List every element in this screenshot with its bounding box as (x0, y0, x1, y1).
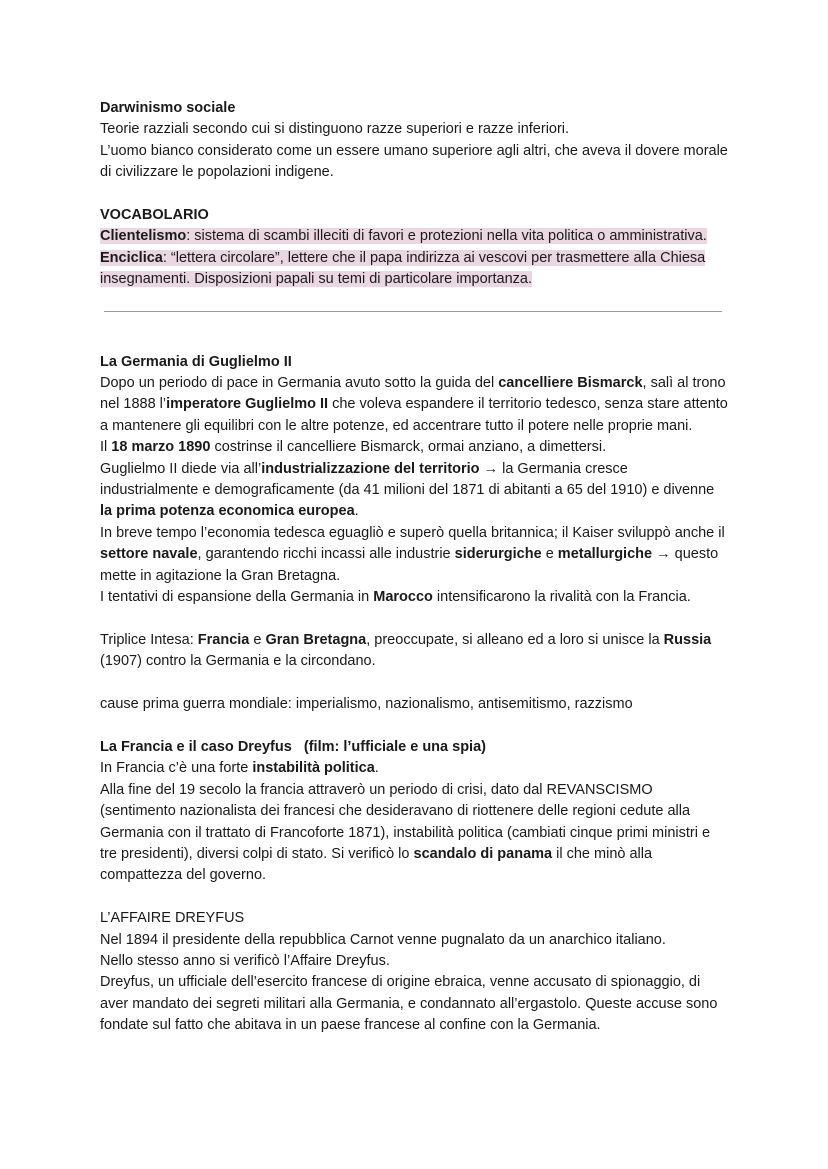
section-title: VOCABOLARIO (100, 207, 209, 224)
section-darwinismo (100, 98, 728, 184)
paragraph: In Francia c’è una forte instabilità politica. (100, 760, 379, 777)
paragraph: In breve tempo l’economia tedesca eguagliò e superò quella britannica; il Kaiser sviluppò anche il settore navale, garantendo ricchi incassi alle industrie siderurgiche e metallurgiche → questo mette in agitazione la Gran Bretagna. (100, 524, 725, 584)
paragraph-cause: cause prima guerra mondiale: imperialismo, nazionalismo, antisemitismo, razzismo (100, 696, 633, 713)
definition-text: : sistema di scambi illeciti di favori e protezioni nella vita politica o amministrativa. (186, 228, 707, 245)
definition-enciclica (100, 248, 728, 291)
paragraph: Guglielmo II diede via all’industrializzazione del territorio → la Germania cresce industrialmente e demograficamente (da 41 milioni del 1871 di abitanti a 65 del 1910) e divenne la prima potenza economica europea. (100, 460, 715, 520)
paragraph: Dopo un periodo di pace in Germania avuto sotto la guida del cancelliere Bismarck, salì al trono nel 1888 l’imperatore Guglielmo II che voleva espandere il territorio tedesco, senza stare attento a mantenere gli equilibri con le altre potenze, ed accentrare tutto il potere nelle proprie mani. (100, 375, 728, 434)
section-title: Darwinismo sociale (100, 100, 236, 116)
paragraph: Dreyfus, un ufficiale dell’esercito francese di origine ebraica, venne accusato di spionaggio, di aver mandato dei segreti militari alla Germania, e condannato all’ergastolo. Queste accuse sono fondate sul fatto che abitava in un paese francese al confine con la Germania. (100, 974, 718, 1034)
section-title: La Francia e il caso Dreyfus (film: l’ufficiale e una spia) (100, 738, 486, 755)
paragraph: Nel 1894 il presidente della repubblica Carnot venne pugnalato da un anarchico italiano. (100, 931, 666, 948)
definition-text: : “lettera circolare”, lettere che il papa indirizza ai vescovi per trasmettere alla Chiesa insegnamenti. Disposizioni papali su temi di particolare importanza. (100, 249, 706, 288)
paragraph: Teorie razziali secondo cui si distinguono razze superiori e razze inferiori. (100, 121, 570, 138)
definition-clientelismo (100, 226, 728, 247)
horizontal-divider (104, 291, 722, 334)
section-vocabolario (100, 205, 728, 291)
term: Clientelismo (100, 228, 187, 245)
section-francia (100, 737, 728, 887)
paragraph: Alla fine del 19 secolo la francia attraverò un periodo di crisi, dato dal REVANSCISMO (sentimento nazionalista dei francesi che desideravano di riottenere delle regioni cedute alla Germania con il trattato di Francoforte 1871), instabilità politica (cambiati cinque primi ministri e tre presidenti), diversi colpi di stato. Si verificò lo scandalo di panama il che minò alla compattezza del governo. (100, 781, 711, 884)
section-title: L’AFFAIRE DREYFUS (100, 910, 245, 927)
section-germania (100, 352, 728, 609)
section-affaire-dreyfus (100, 908, 728, 1036)
section-title: La Germania di Guglielmo II (100, 353, 292, 370)
paragraph: Il 18 marzo 1890 costrinse il cancelliere Bismarck, ormai anziano, a dimettersi. (100, 439, 607, 456)
paragraph-triplice-intesa: Triplice Intesa: Francia e Gran Bretagna, preoccupate, si alleano ed a loro si unisce la Russia (1907) contro la Germania e la circondano. (100, 631, 712, 670)
term: Enciclica (100, 249, 163, 266)
paragraph: I tentativi di espansione della Germania in Marocco intensificarono la rivalità con la Francia. (100, 589, 691, 606)
paragraph: Nello stesso anno si verificò l’Affaire Dreyfus. (100, 952, 390, 969)
paragraph: L’uomo bianco considerato come un essere umano superiore agli altri, che aveva il dovere morale di civilizzare le popolazioni indigene. (100, 142, 728, 181)
